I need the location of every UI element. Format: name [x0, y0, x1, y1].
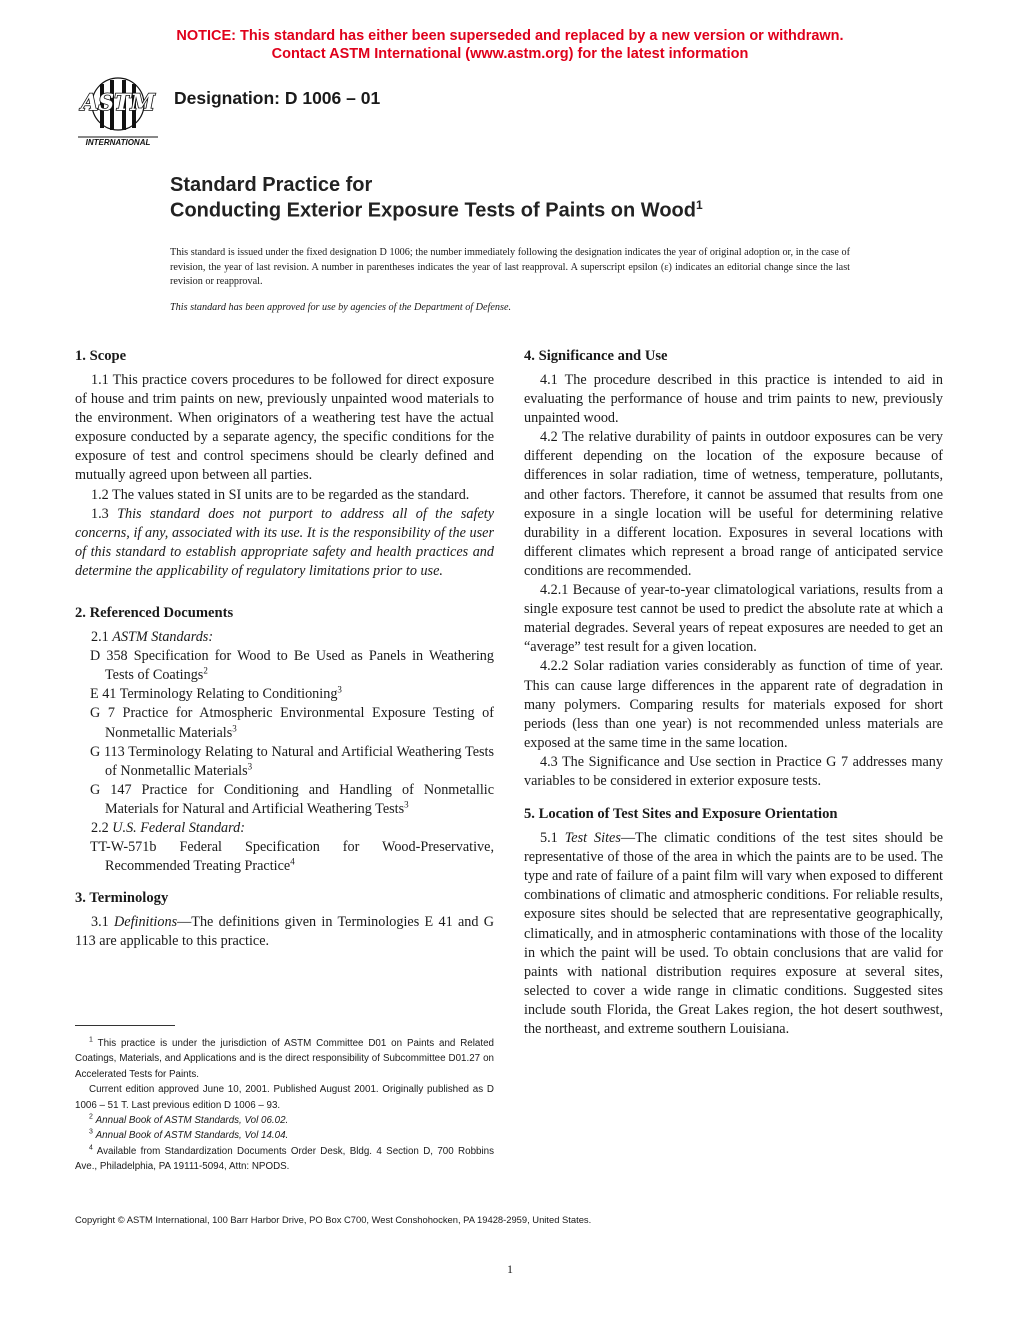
designation: Designation: D 1006 – 01	[174, 88, 381, 108]
title-text: Conducting Exterior Exposure Tests of Paints on Wood	[170, 199, 696, 222]
page-number: 1	[507, 1262, 513, 1276]
para-3-1: 3.1 Definitions—The definitions given in Terminologies E 41 and G 113 are applicable to this practice.	[75, 914, 494, 950]
astm-logo-icon	[76, 74, 160, 150]
right-column	[524, 347, 943, 1039]
section-3-heading: 3. Terminology	[75, 890, 169, 907]
footnote-4: $^4$ Available from Standardization Documents Order Desk, Bldg. 4 Section D, 700 Robbins Ave., Philadelphia, PA 19111-5094, Attn: NPODS.	[75, 1144, 494, 1173]
logo-text: ASTM	[81, 90, 155, 116]
withdrawal-notice	[0, 27, 1020, 63]
para-5-1: 5.1 Test Sites—The climatic conditions of the test sites should be representative of those of the area in which the paints are to be used. The type and rate of failure of a paint film will vary when exposed to different combinations of climatic and atmospheric conditions. For reliable results, exposure sites should be selected that are representative geographically, climatically, and in atmospheric contaminations with those of the locality in which the paint will be used. To obtain conclusions that are valid for paints with national distribution requires exposure at several sites, selected to cover a wide range in climatic conditions. Suggested sites include south Florida, the Great Lakes region, the hot desert southwest, the northeast, and extreme southern Louisiana.	[524, 830, 943, 1037]
title-footnote-mark: 1	[695, 198, 703, 212]
para-4-3: 4.3 The Significance and Use section in Practice G 7 addresses many variables to be considered in exterior exposure tests.	[524, 753, 943, 789]
para-2-2: 2.2 U.S. Federal Standard:	[91, 819, 245, 836]
para-4-2-2: 4.2.2 Solar radiation varies considerably as function of time of year. This can cause large differences in the apparent rate of degradation in many polymers. Comparing results for materials exposed for short periods (less than one year) is not recommended unless materials are exposed at the same time in the same location.	[524, 658, 943, 751]
left-column	[75, 347, 494, 951]
footnotes	[75, 1036, 494, 1175]
title-line-1: Standard Practice for	[170, 174, 373, 196]
footnote-1b: Current edition approved June 10, 2001. Published August 2001. Originally published as D 1006 – 51 T. Last previous edition D 1006 – 93.	[75, 1084, 494, 1111]
logo-subtext: INTERNATIONAL	[85, 138, 151, 147]
notice-line-2: Contact ASTM International (www.astm.org) for the latest information	[271, 46, 749, 62]
footnote-1: $^1$ This practice is under the jurisdiction of ASTM Committee D01 on Paints and Related Coatings, Materials, and Applications and is the direct responsibility of Subcommittee D01.27 on Accelerated Tests for Paints.	[75, 1036, 494, 1080]
ref-item: G 113 Terminology Relating to Natural and Artificial Weathering Tests of Nonmetallic Materials$^3$	[90, 743, 494, 779]
section-5-heading: 5. Location of Test Sites and Exposure Orientation	[524, 806, 838, 823]
para-4-2-1: 4.2.1 Because of year-to-year climatological variations, results from a single exposure test cannot be used to predict the absolute rate at which a material degrades. Several years of repeat exposures are needed to get an “average” test result for a given location.	[524, 582, 943, 656]
footnote-2: $^2$ Annual Book of ASTM Standards, Vol 06.02.	[89, 1113, 289, 1127]
footnote-divider	[75, 1025, 175, 1026]
para-4-2: 4.2 The relative durability of paints in outdoor exposures can be very different depending on the location of the exposure because of differences in solar radiation, time of wetness, temperature, pollutants, and other factors. Therefore, it cannot be assumed that results from one exposure in a single location will be useful for determining relative durability in a different location. Exposures in several locations with different climates which represent a broad range of anticipated service conditions are recommended.	[524, 429, 943, 579]
copyright: Copyright © ASTM International, 100 Barr Harbor Drive, PO Box C700, West Conshohocken, PA 19428-2959, United States.	[75, 1214, 592, 1225]
approved-note: This standard has been approved for use by agencies of the Department of Defense.	[170, 302, 512, 313]
ref-item: D 358 Specification for Wood to Be Used as Panels in Weathering Tests of Coatings$^2$	[90, 648, 494, 684]
para-4-1: 4.1 The procedure described in this practice is intended to aid in evaluating the performance of house and trim paints to new, previously unpainted wood.	[524, 372, 943, 427]
issued-note: This standard is issued under the fixed designation D 1006; the number immediately following the designation indicates the year of original adoption or, in the case of revision, the year of last revision. A number in parentheses indicates the year of last reapproval. A superscript epsilon (ε) indicates an editorial change since the last revision or reapproval.	[170, 247, 850, 288]
ref-item: G 147 Practice for Conditioning and Handling of Nonmetallic Materials for Natural and Artificial Weathering Tests$^3$	[90, 781, 494, 817]
ref-item: E 41 Terminology Relating to Conditioning$^3$	[90, 684, 342, 703]
section-4-heading: 4. Significance and Use	[524, 348, 668, 364]
para-1-2: 1.2 The values stated in SI units are to be regarded as the standard.	[91, 486, 470, 503]
para-1-3: 1.3 This standard does not purport to address all of the safety concerns, if any, associated with its use. It is the responsibility of the user of this standard to establish appropriate safety and health practices and determine the applicability of regulatory limitations prior to use.	[75, 505, 494, 579]
para-1-1: 1.1 This practice covers procedures to be followed for direct exposure of house and trim paints on new, previously unpainted wood materials to the environment. When originators of a weathering test have the actual exposure conducted by a separate agency, the specific conditions for the exposure of test and control specimens should be clearly defined and mutually agreed upon between all parties.	[75, 372, 494, 484]
ref-item-federal: TT-W-571b Federal Specification for Wood-Preservative, Recommended Treating Practice$^4$	[90, 839, 494, 875]
section-1-heading: 1. Scope	[75, 348, 127, 364]
ref-item: G 7 Practice for Atmospheric Environmental Exposure Testing of Nonmetallic Materials$^3$	[90, 705, 494, 741]
notice-line-1: NOTICE: This standard has either been superseded and replaced by a new version or withdrawn.	[176, 28, 844, 44]
para-2-1: 2.1 ASTM Standards:	[91, 629, 214, 646]
section-2-heading: 2. Referenced Documents	[75, 605, 234, 622]
title-line-2	[170, 198, 703, 223]
footnote-3: $^3$ Annual Book of ASTM Standards, Vol 14.04.	[89, 1129, 289, 1142]
